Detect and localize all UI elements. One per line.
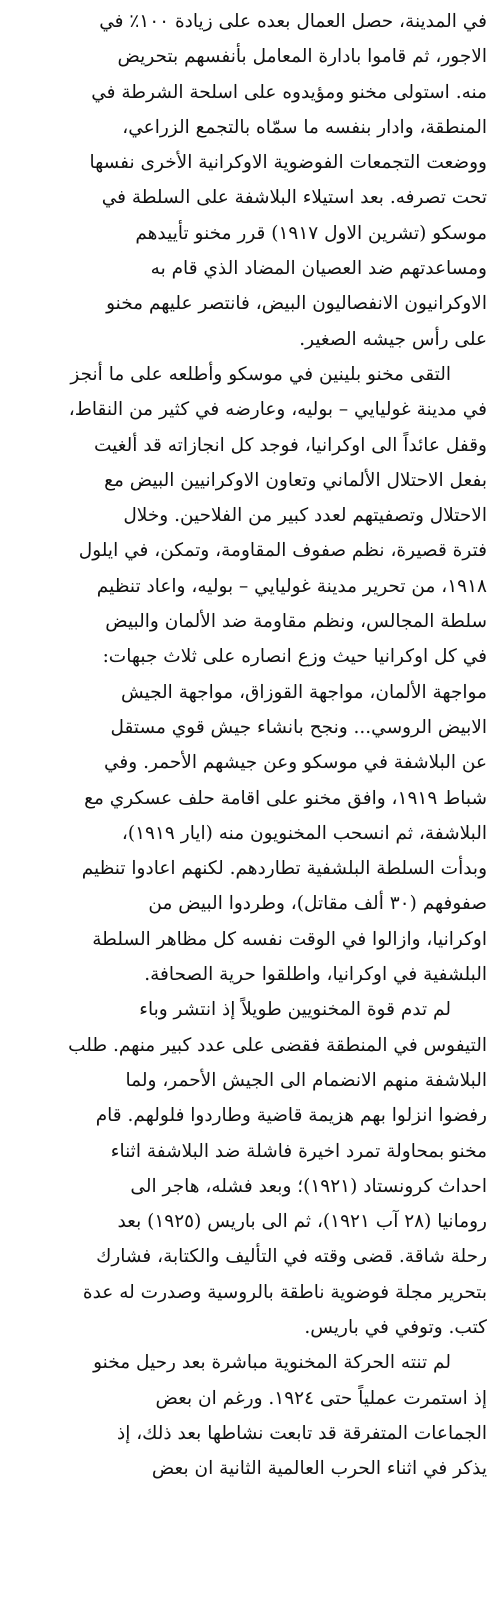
text-line: الاحتلال وتصفيتهم لعدد كبير من الفلاحين. وخلال — [123, 505, 487, 527]
text-line: سلطة المجالس، ونظم مقاومة ضد الألمان والبيض — [105, 611, 487, 633]
text-line: في كل اوكرانيا حيث وزع انصاره على ثلاث جبهات: — [102, 646, 487, 668]
text-line: ووضعت التجمعات الفوضوية الاوكرانية الأخرى نفسها — [89, 152, 487, 174]
text-line: المنطقة، وادار بنفسه ما سمّاه بالتجمع الزراعي، — [122, 116, 487, 138]
text-line: الاوكرانيون الانفصاليون البيض، فانتصر عليهم مخنو — [106, 293, 487, 315]
text-line: تحت تصرفه. بعد استيلاء البلاشفة على السلطة في — [101, 187, 487, 209]
text-line: اوكرانيا، وازالوا في الوقت نفسه كل مظاهر السلطة — [92, 928, 487, 950]
text-line: البلاشفة، ثم انسحب المخنويون منه (ايار ١٩١٩)، — [121, 822, 487, 844]
text-line: موسكو (تشرين الاول ١٩١٧) قرر مخنو تأييدهم — [135, 222, 487, 244]
text-line: الجماعات المتفرقة قد تابعت نشاطها بعد ذلك، إذ — [116, 1422, 487, 1444]
text-line: الاجور، ثم قاموا بادارة المعامل بأنفسهم بتحريض — [117, 46, 487, 68]
paragraph-last-line: على رأس جيشه الصغير. — [299, 328, 487, 350]
text-line: مواجهة الألمان، مواجهة القوزاق، مواجهة الجيش — [120, 681, 487, 703]
text-line: التيفوس في المنطقة فقضى على عدد كبير منهم. طلب — [68, 1034, 487, 1056]
paragraph-first-line: لم تنته الحركة المخنوية مباشرة بعد رحيل مخنو — [93, 1352, 451, 1374]
paragraph-first-line: التقى مخنو بلينين في موسكو وأطلعه على ما أنجز — [70, 363, 451, 385]
paragraph-last-line: كتب. وتوفي في باريس. — [304, 1316, 487, 1338]
text-line: ١٩١٨، من تحرير مدينة غوليايي – بوليه، واعاد تنظيم — [96, 575, 487, 597]
text-line: البلاشفة منهم الانضمام الى الجيش الأحمر، ولما — [125, 1069, 487, 1091]
text-line: الابيض الروسي... ونجح بانشاء جيش قوي مستقل — [110, 716, 487, 738]
text-line: رومانيا (٢٨ آب ١٩٢١)، ثم الى باريس (١٩٢٥) بعد — [117, 1211, 487, 1233]
text-line: رحلة شاقة. قضى وقته في التأليف والكتابة، فشارك — [96, 1246, 487, 1268]
text-line: بفعل الاحتلال الألماني وتعاون الاوكرانيين البيض مع — [104, 469, 487, 491]
text-line: وبدأت السلطة البلشفية تطاردهم. لكنهم اعادوا تنظيم — [81, 858, 487, 880]
text-line: عن البلاشفة في موسكو وعن جيشهم الأحمر. وفي — [104, 752, 487, 774]
text-line: فترة قصيرة، نظم صفوف المقاومة، وتمكن، في ايلول — [78, 540, 487, 562]
text-line: بتحرير مجلة فوضوية ناطقة بالروسية وصدرت له عدة — [82, 1281, 487, 1303]
text-line: منه. استولى مخنو ومؤيدوه على اسلحة الشرطة في — [91, 81, 487, 103]
text-line: في مدينة غوليايي – بوليه، وعارضه في كثير من النقاط، — [68, 399, 487, 421]
text-line: يذكر في اثناء الحرب العالمية الثانية ان بعض — [151, 1458, 487, 1480]
paragraph-last-line: البلشفية في اوكرانيا، واطلقوا حرية الصحافة. — [144, 964, 487, 986]
text-line: شباط ١٩١٩، وافق مخنو على اقامة حلف عسكري مع — [84, 787, 487, 809]
text-line: احداث كرونستاد (١٩٢١)؛ وبعد فشله، هاجر الى — [130, 1175, 487, 1197]
text-line: رفضوا انزلوا بهم هزيمة قاضية وطاردوا فلولهم. قام — [95, 1105, 487, 1127]
text-line: وقفل عائداً الى اوكرانيا، فوجد كل انجازاته قد ألغيت — [93, 434, 487, 456]
paragraph-first-line: لم تدم قوة المخنويين طويلاً إذ انتشر وباء — [139, 999, 451, 1021]
text-line: ومساعدتهم ضد العصيان المضاد الذي قام به — [150, 258, 487, 280]
text-line: إذ استمرت عملياً حتى ١٩٢٤. ورغم ان بعض — [155, 1387, 487, 1409]
text-line: صفوفهم (٣٠ ألف مقاتل)، وطردوا البيض من — [148, 893, 487, 915]
text-line: في المدينة، حصل العمال بعده على زيادة ١٠٠٪ في — [99, 11, 487, 32]
text-line: مخنو بمحاولة تمرد اخيرة فاشلة ضد البلاشفة اثناء — [110, 1140, 487, 1162]
